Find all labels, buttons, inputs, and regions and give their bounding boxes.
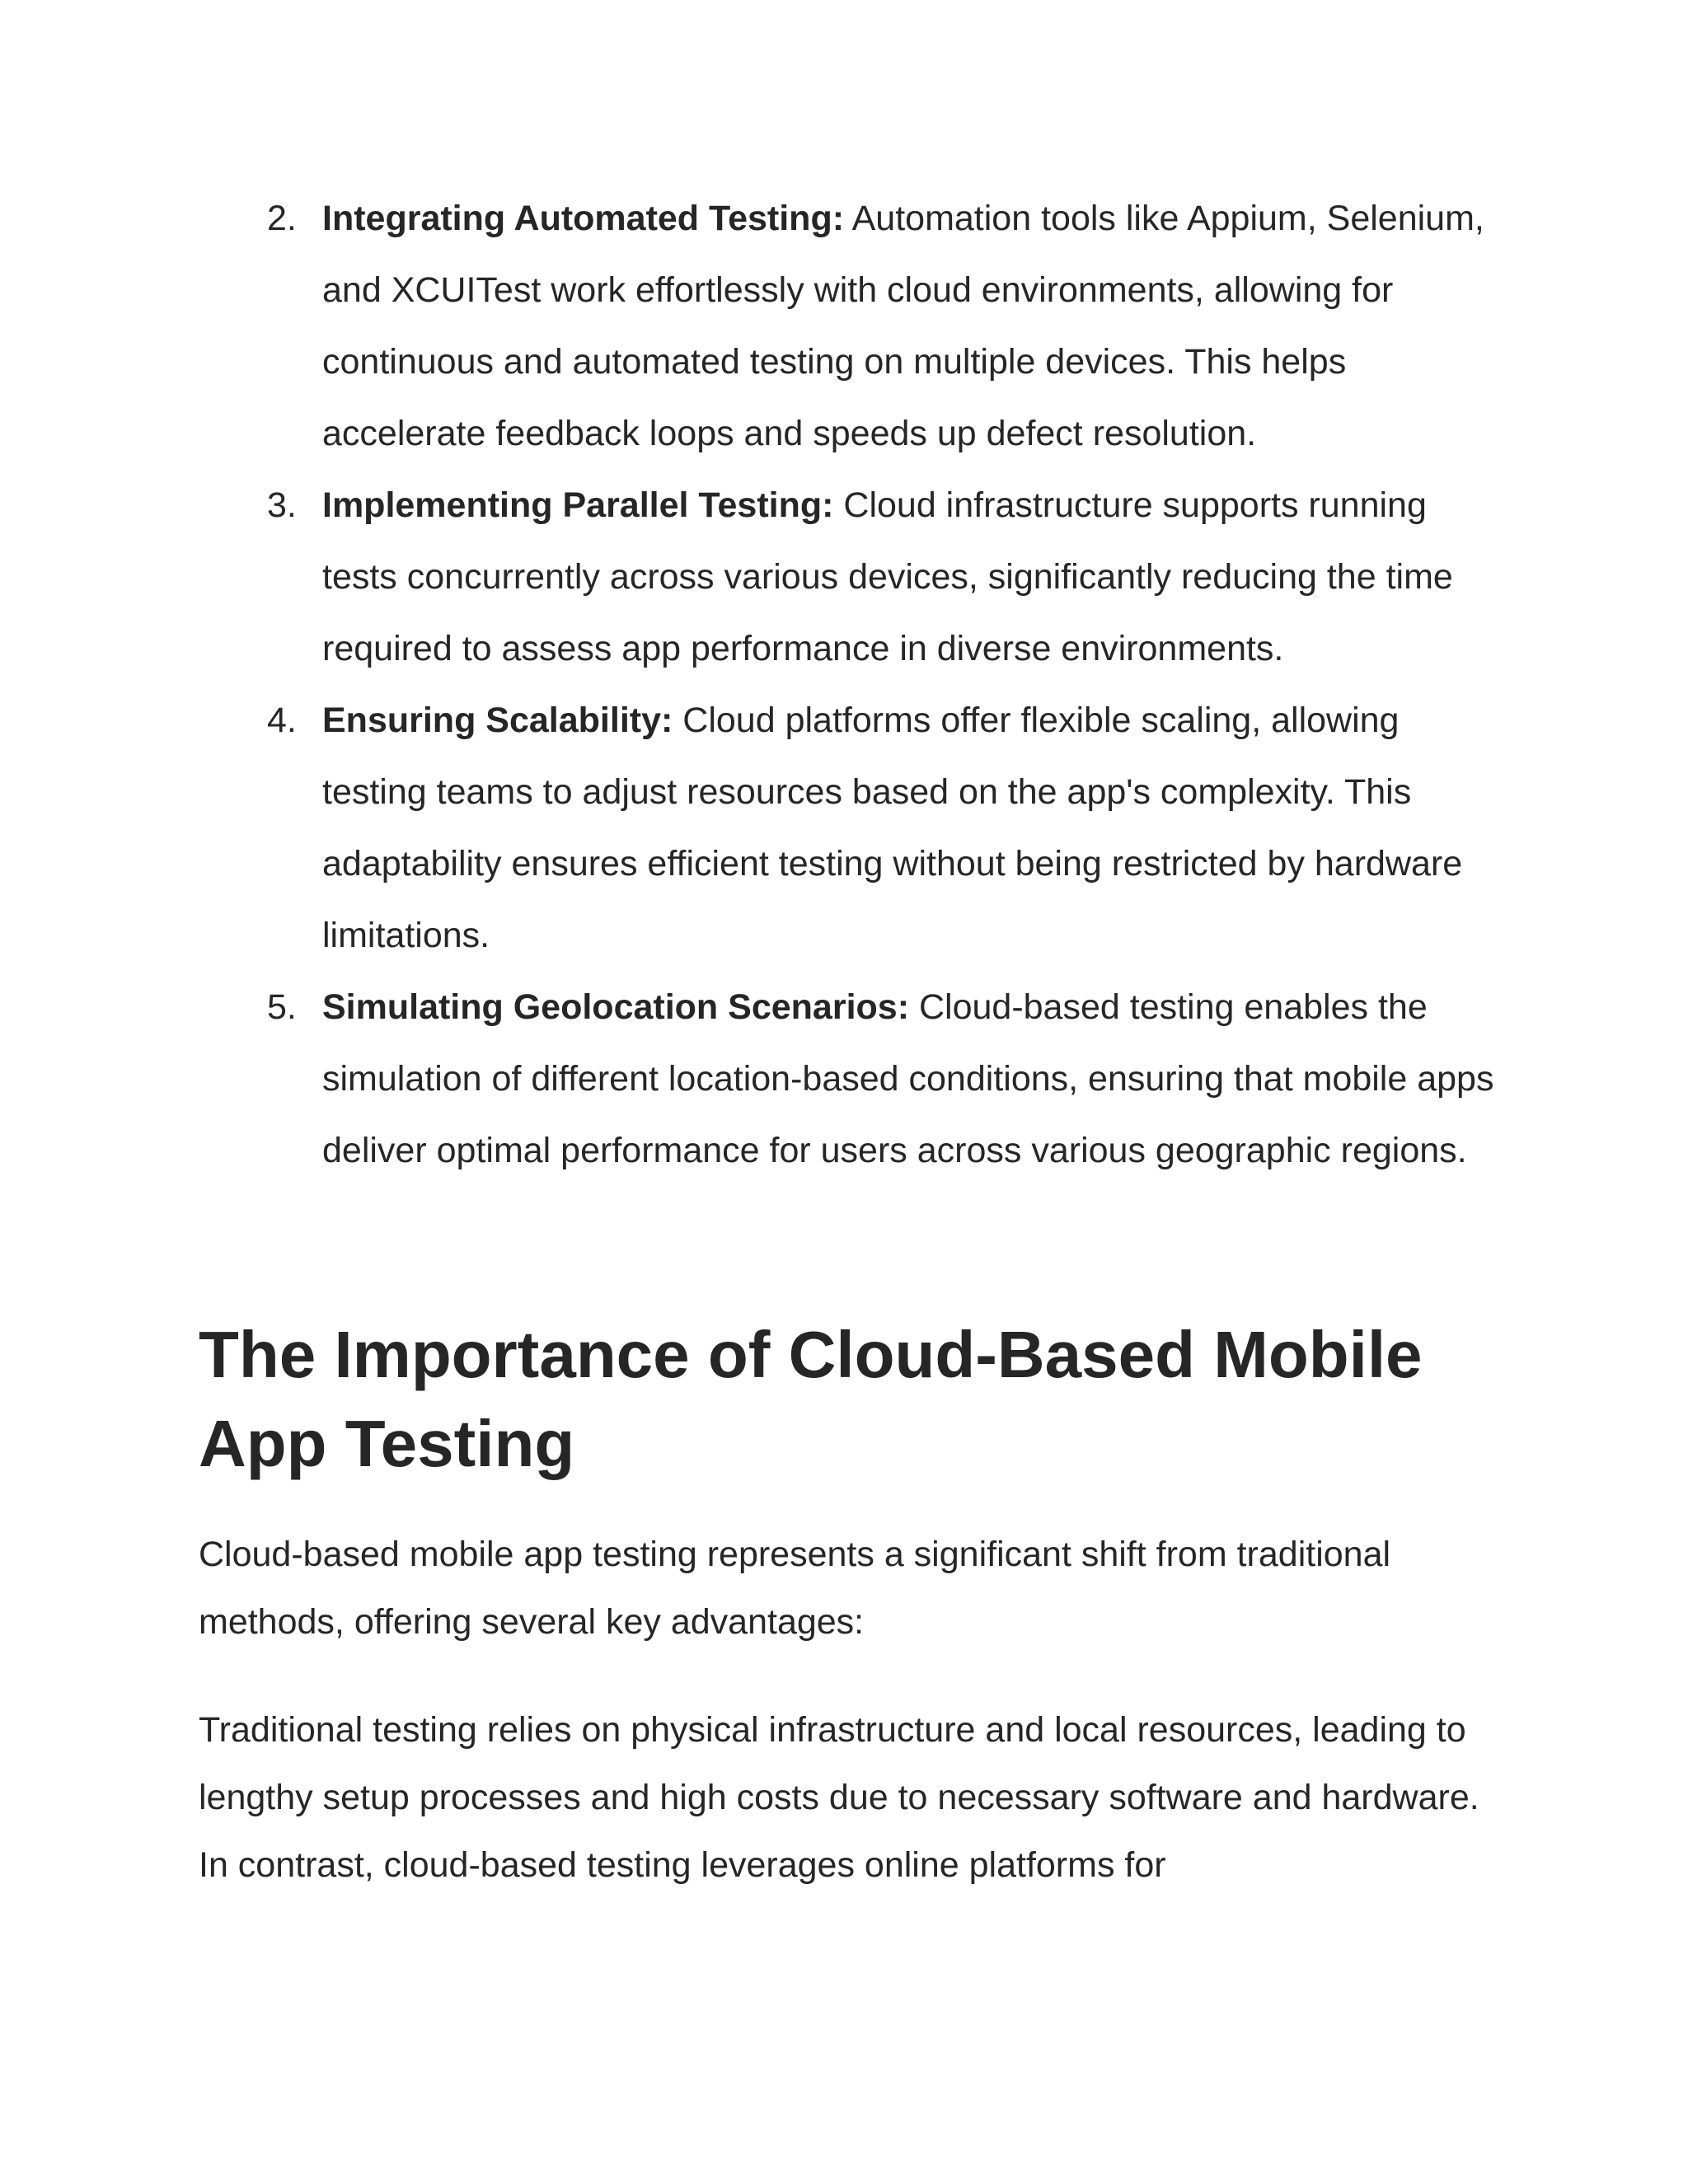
list-item-number: 5. xyxy=(267,987,297,1027)
list-item-body xyxy=(322,685,1501,972)
list-item xyxy=(0,183,1688,470)
list-item-title: Simulating Geolocation Scenarios: xyxy=(322,987,910,1027)
list-item-number: 3. xyxy=(267,485,297,525)
list-item-title: Implementing Parallel Testing: xyxy=(322,485,834,525)
list-item-text: Cloud-based testing enables the simulation of different location-based conditions, ensuring that mobile apps deliver optimal performance for users across various geographic regions. xyxy=(322,987,1494,1170)
list-item-body xyxy=(322,183,1501,470)
list-item-number: 2. xyxy=(267,199,297,238)
list-item-text: Cloud infrastructure supports running tests concurrently across various devices, significantly reducing the time required to assess app performance in diverse environments. xyxy=(322,485,1453,668)
list-item-title: Integrating Automated Testing: xyxy=(322,199,845,238)
list-item xyxy=(0,685,1688,972)
list-item xyxy=(0,972,1688,1187)
list-item-number: 4. xyxy=(267,701,297,740)
list-item-title: Ensuring Scalability: xyxy=(322,701,673,740)
feature-list xyxy=(0,183,1688,1187)
list-item-body xyxy=(322,972,1501,1187)
list-item xyxy=(0,470,1688,685)
list-item-text: Cloud platforms offer flexible scaling, allowing testing teams to adjust resources based on the app's complexity. This adaptability ensures efficient testing without being restricted by hardware limitations. xyxy=(322,701,1463,955)
list-item-body xyxy=(322,470,1501,685)
section-heading: The Importance of Cloud-Based Mobile App Testing xyxy=(199,1318,1423,1480)
list-item-text: Automation tools like Appium, Selenium, and XCUITest work effortlessly with cloud environments, allowing for continuous and automated testing on multiple devices. This helps accelerate feedback loops and speeds up defect resolution. xyxy=(322,199,1484,453)
body-paragraph: Traditional testing relies on physical infrastructure and local resources, leading to lengthy setup processes and high costs due to necessary software and hardware. In contrast, cloud-based testing leverages online platforms for xyxy=(199,1710,1479,1885)
intro-paragraph: Cloud-based mobile app testing represents a significant shift from traditional methods, offering several key advantages: xyxy=(199,1535,1391,1642)
